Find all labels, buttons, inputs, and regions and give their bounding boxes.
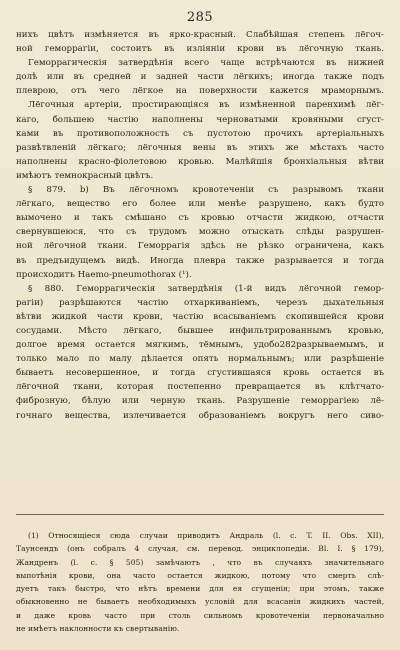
text-line: бываетъ несовершенное, и тогда сгустившаяся кровь остается въ <box>16 368 384 379</box>
text-line: ной геморрагіи, состоитъ въ изліяніи крови въ лёгочную ткань. <box>16 44 384 55</box>
text-line: Лёгочныя артеріи, простирающіяся въ измѣненной паренхимѣ лёг- <box>28 100 384 111</box>
section-heading-line: § 879. b) Въ лёгочномъ кровотеченіи съ разрывомъ ткани <box>28 185 384 196</box>
text-line: вымочено и такъ смѣшано съ кровью отчасти жидкою, отчасти <box>16 213 384 224</box>
footnote-line: обыкновенно не бываетъ необходимыхъ условій для всасанія жидкихъ частей, <box>16 597 384 607</box>
text-line: нихъ цвѣтъ измѣняется въ ярко-красный. Слабѣйшая степень лёгоч- <box>16 30 384 40</box>
text-line: развѣтвленій лёгкаго; лёгочныя вены въ этихъ же мѣстахъ часто <box>16 142 384 153</box>
footnote-line: не имѣетъ наклонности къ свертыванію. <box>16 624 180 634</box>
footnote-line: дуетъ такъ быстро, что нѣтъ времени для ея сгущенія; при этомъ, также <box>16 584 384 594</box>
text-line: ной лёгочной ткани. Геморрагія здѣсь не рѣзко ограничена, какъ <box>16 241 384 252</box>
text-line: плеврою, отъ чего лёгкое на поверхности кажется мраморнымъ. <box>16 86 384 97</box>
text-line: фиброзную, бѣлую или черную ткань. Разрушеніе геморрагіею лё- <box>16 396 384 407</box>
text-line: въ предъидущемъ видѣ. Иногда плевра также разрывается и тогда <box>16 255 384 266</box>
text-line: рагіи) разрѣшаются частію отхаркиваніемъ, черезъ дыхательныя <box>16 297 384 308</box>
text-line: сосудами. Мѣсто лёгкаго, бывшее инфильтрированнымъ кровью, <box>16 325 384 336</box>
text-line: происходитъ Haemo-pneumothorax (¹). <box>16 269 192 280</box>
text-line: наполнены красно-фіолетовою кровью. Малѣйшія бронхіальныя вѣтви <box>16 156 384 167</box>
footnote-line: выпотѣнія крови, она часто остается жидкою, потому что смерть слѣ- <box>16 570 384 580</box>
text-line: лёгкаго, вещество его более или менѣе разрушено, какъ будто <box>16 199 384 210</box>
footnote-line: и даже кровь часто при столь сильномъ кровотеченіи первоначально <box>16 610 384 620</box>
text-line: долѣ или въ средней и задней части лёгкихъ; иногда также подъ <box>16 72 384 83</box>
text-line: гочнаго вещества, излечивается образованіемъ вокругъ него сиво- <box>16 410 384 421</box>
footnote-line: (1) Относящіеся сюда случаи приводитъ Андраль (l. c. T. II. Obs. XII), <box>28 531 384 540</box>
section-heading-line: § 880. Геморрагическія затвердѣнія (1-й видъ лёгочной гемор- <box>28 283 384 294</box>
text-line: имѣютъ темнокрасный цвѣтъ. <box>16 170 154 181</box>
footnotes <box>16 529 384 635</box>
text-line: свернувшеюся, что съ трудомъ можно отыскать слѣды разрушен- <box>16 227 384 238</box>
text-line: каго, большею частію наполнены черноватыми кровяными сгуст- <box>16 114 384 125</box>
footnote-divider <box>16 514 384 515</box>
text-line: только мало по малу дѣлается опять нормальнымъ; или разрѣшеніе <box>16 354 384 365</box>
footnote-line: Жандренъ (l. c. § 505) замѣчаютъ , что въ случаяхъ значительнаго <box>16 557 384 567</box>
text-line: ками въ противоположность съ пустотою прочихъ артеріальныхъ <box>16 128 384 139</box>
page-number: 285 <box>186 10 214 25</box>
footnote-line: Таунсендъ (онъ собралъ 4 случая, см. перевод. энциклопедіи. Bl. I. § 179), <box>16 544 384 554</box>
text-line: долгое время остается мягкимъ, тёмнымъ, удобо282разрываемымъ, и <box>16 340 384 351</box>
text-line: лёгочной ткани, которая постепенно превращается въ клѣтчато- <box>16 382 384 393</box>
text-line: Геморрагическія затвердѣнія всего чаще встрѣчаются въ нижней <box>28 58 384 69</box>
main-text <box>16 28 384 423</box>
text-line: вѣтви жидкой части крови, частію всасываніемъ скопившейся крови <box>16 311 384 322</box>
